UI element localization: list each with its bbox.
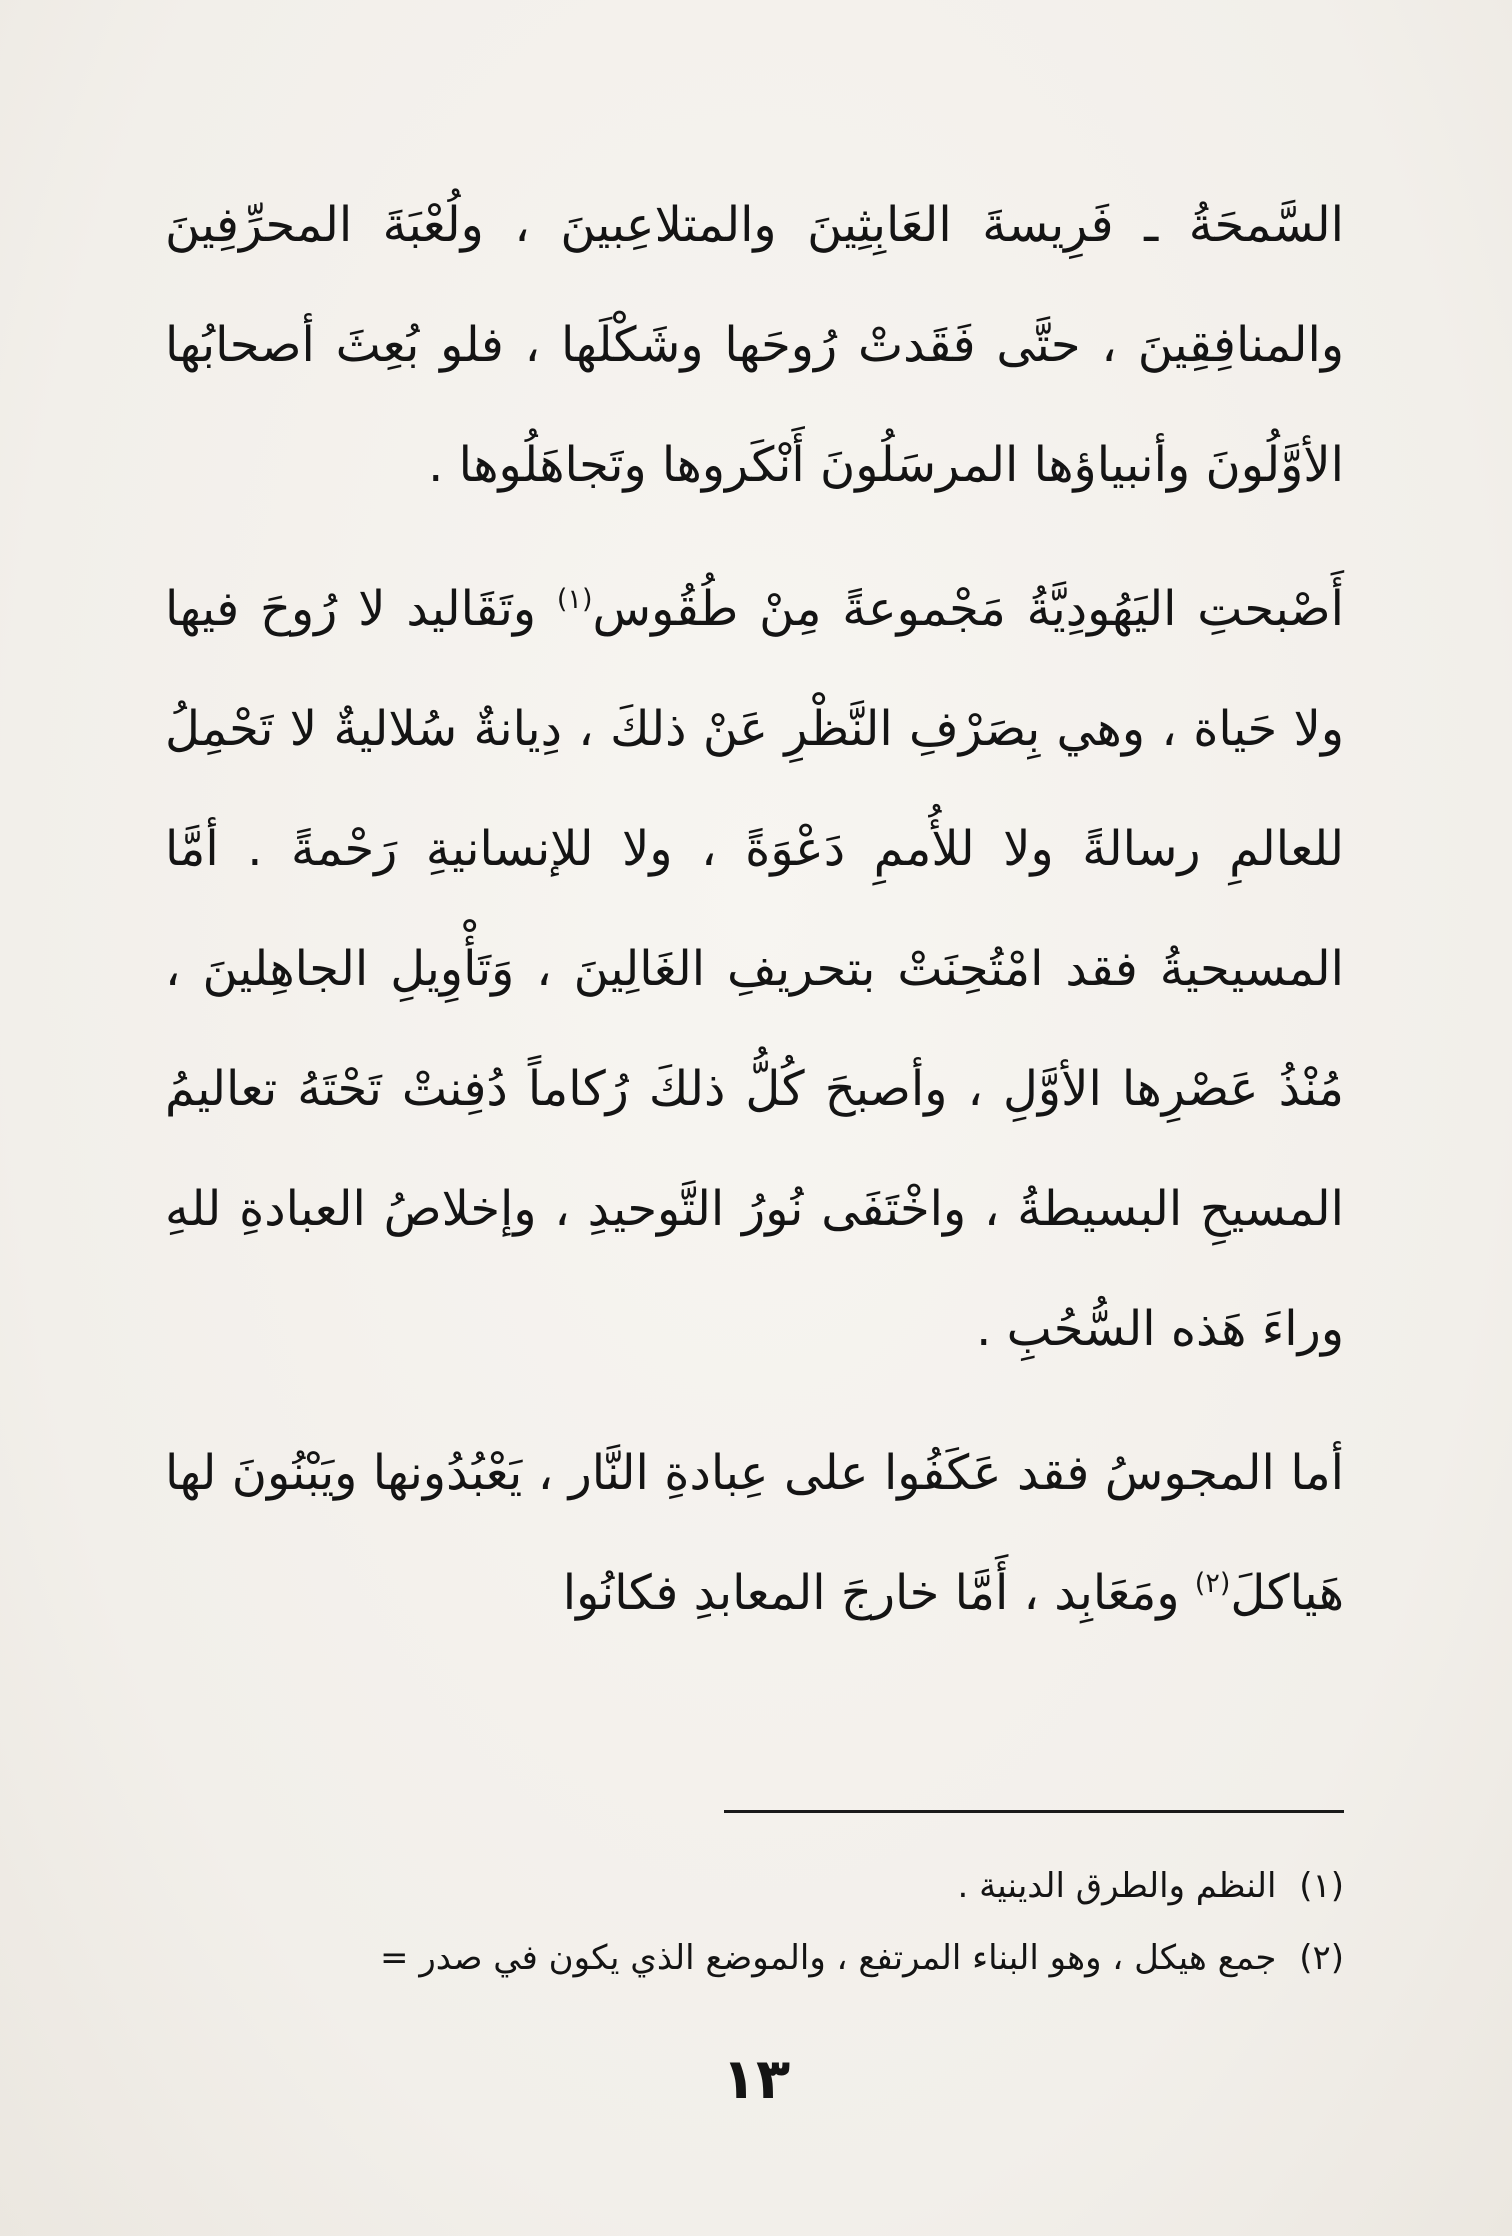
text-segment: السَّمحَةُ ـ فَرِيسةَ العَابِثِينَ والمتلاعِبينَ ، ولُعْبَةَ المحرِّفِينَ والمنافِقِينَ ، حتَّى فَقَدتْ رُوحَها وشَكْلَها ، فلو بُعِثَ أصحابُها الأوَّلُونَ وأنبياؤها المرسَلُونَ أَنْكَروها وتَجاهَلُوها . xyxy=(165,197,1344,493)
text-segment: أَصْبحتِ اليَهُودِيَّةُ مَجْموعةً مِنْ طُقُوس xyxy=(592,581,1344,637)
footnote-number: (١) xyxy=(1299,1866,1344,1906)
footnote-ref: (١) xyxy=(556,584,593,615)
footnotes xyxy=(165,1850,1344,1994)
text-segment: وتَقَاليد لا رُوحَ فيها ولا حَياة ، وهي بِصَرْفِ النَّظْرِ عَنْ ذلكَ ، دِيانةٌ سُلاليةٌ لا تَحْمِلُ للعالمِ رسالةً ولا للأُممِ دَعْوَةً ، ولا للإنسانيةِ رَحْمةً . أمَّا المسيحيةُ فقد امْتُحِنَتْ بتحريفِ الغَالِينَ ، وَتَأْوِيلِ الجاهِلينَ ، مُنْذُ عَصْرِها الأوَّلِ ، وأصبحَ كُلُّ ذلكَ رُكاماً دُفِنتْ تَحْتَهُ تعاليمُ المسيحِ البسيطةُ ، واخْتَفَى نُورُ التَّوحيدِ ، وإخلاصُ العبادةِ للهِ وراءَ هَذه السُّحُبِ . xyxy=(165,581,1344,1357)
footnote-separator xyxy=(724,1810,1344,1813)
footnote-text: النظم والطرق الدينية . xyxy=(957,1866,1277,1906)
main-text xyxy=(165,165,1344,1653)
text-segment: ومَعَابِد ، أَمَّا خارجَ المعابدِ فكانُوا xyxy=(562,1565,1195,1621)
footnote-number: (٢) xyxy=(1299,1938,1344,1978)
footnote-text: جمع هيكل ، وهو البناء المرتفع ، والموضع الذي يكون في صدر = xyxy=(380,1938,1277,1978)
footnote-ref: (٢) xyxy=(1194,1568,1231,1599)
footnote xyxy=(165,1850,1344,1922)
page-number: ١٣ xyxy=(721,2047,791,2112)
text-segment: أما المجوسُ فقد عَكَفُوا على عِبادةِ النَّار ، يَعْبُدُونها ويَبْنُونَ لها هَياكلَ xyxy=(165,1445,1344,1621)
paragraph xyxy=(165,165,1344,525)
footnote xyxy=(165,1922,1344,1994)
paragraph xyxy=(165,549,1344,1389)
paragraph xyxy=(165,1413,1344,1653)
